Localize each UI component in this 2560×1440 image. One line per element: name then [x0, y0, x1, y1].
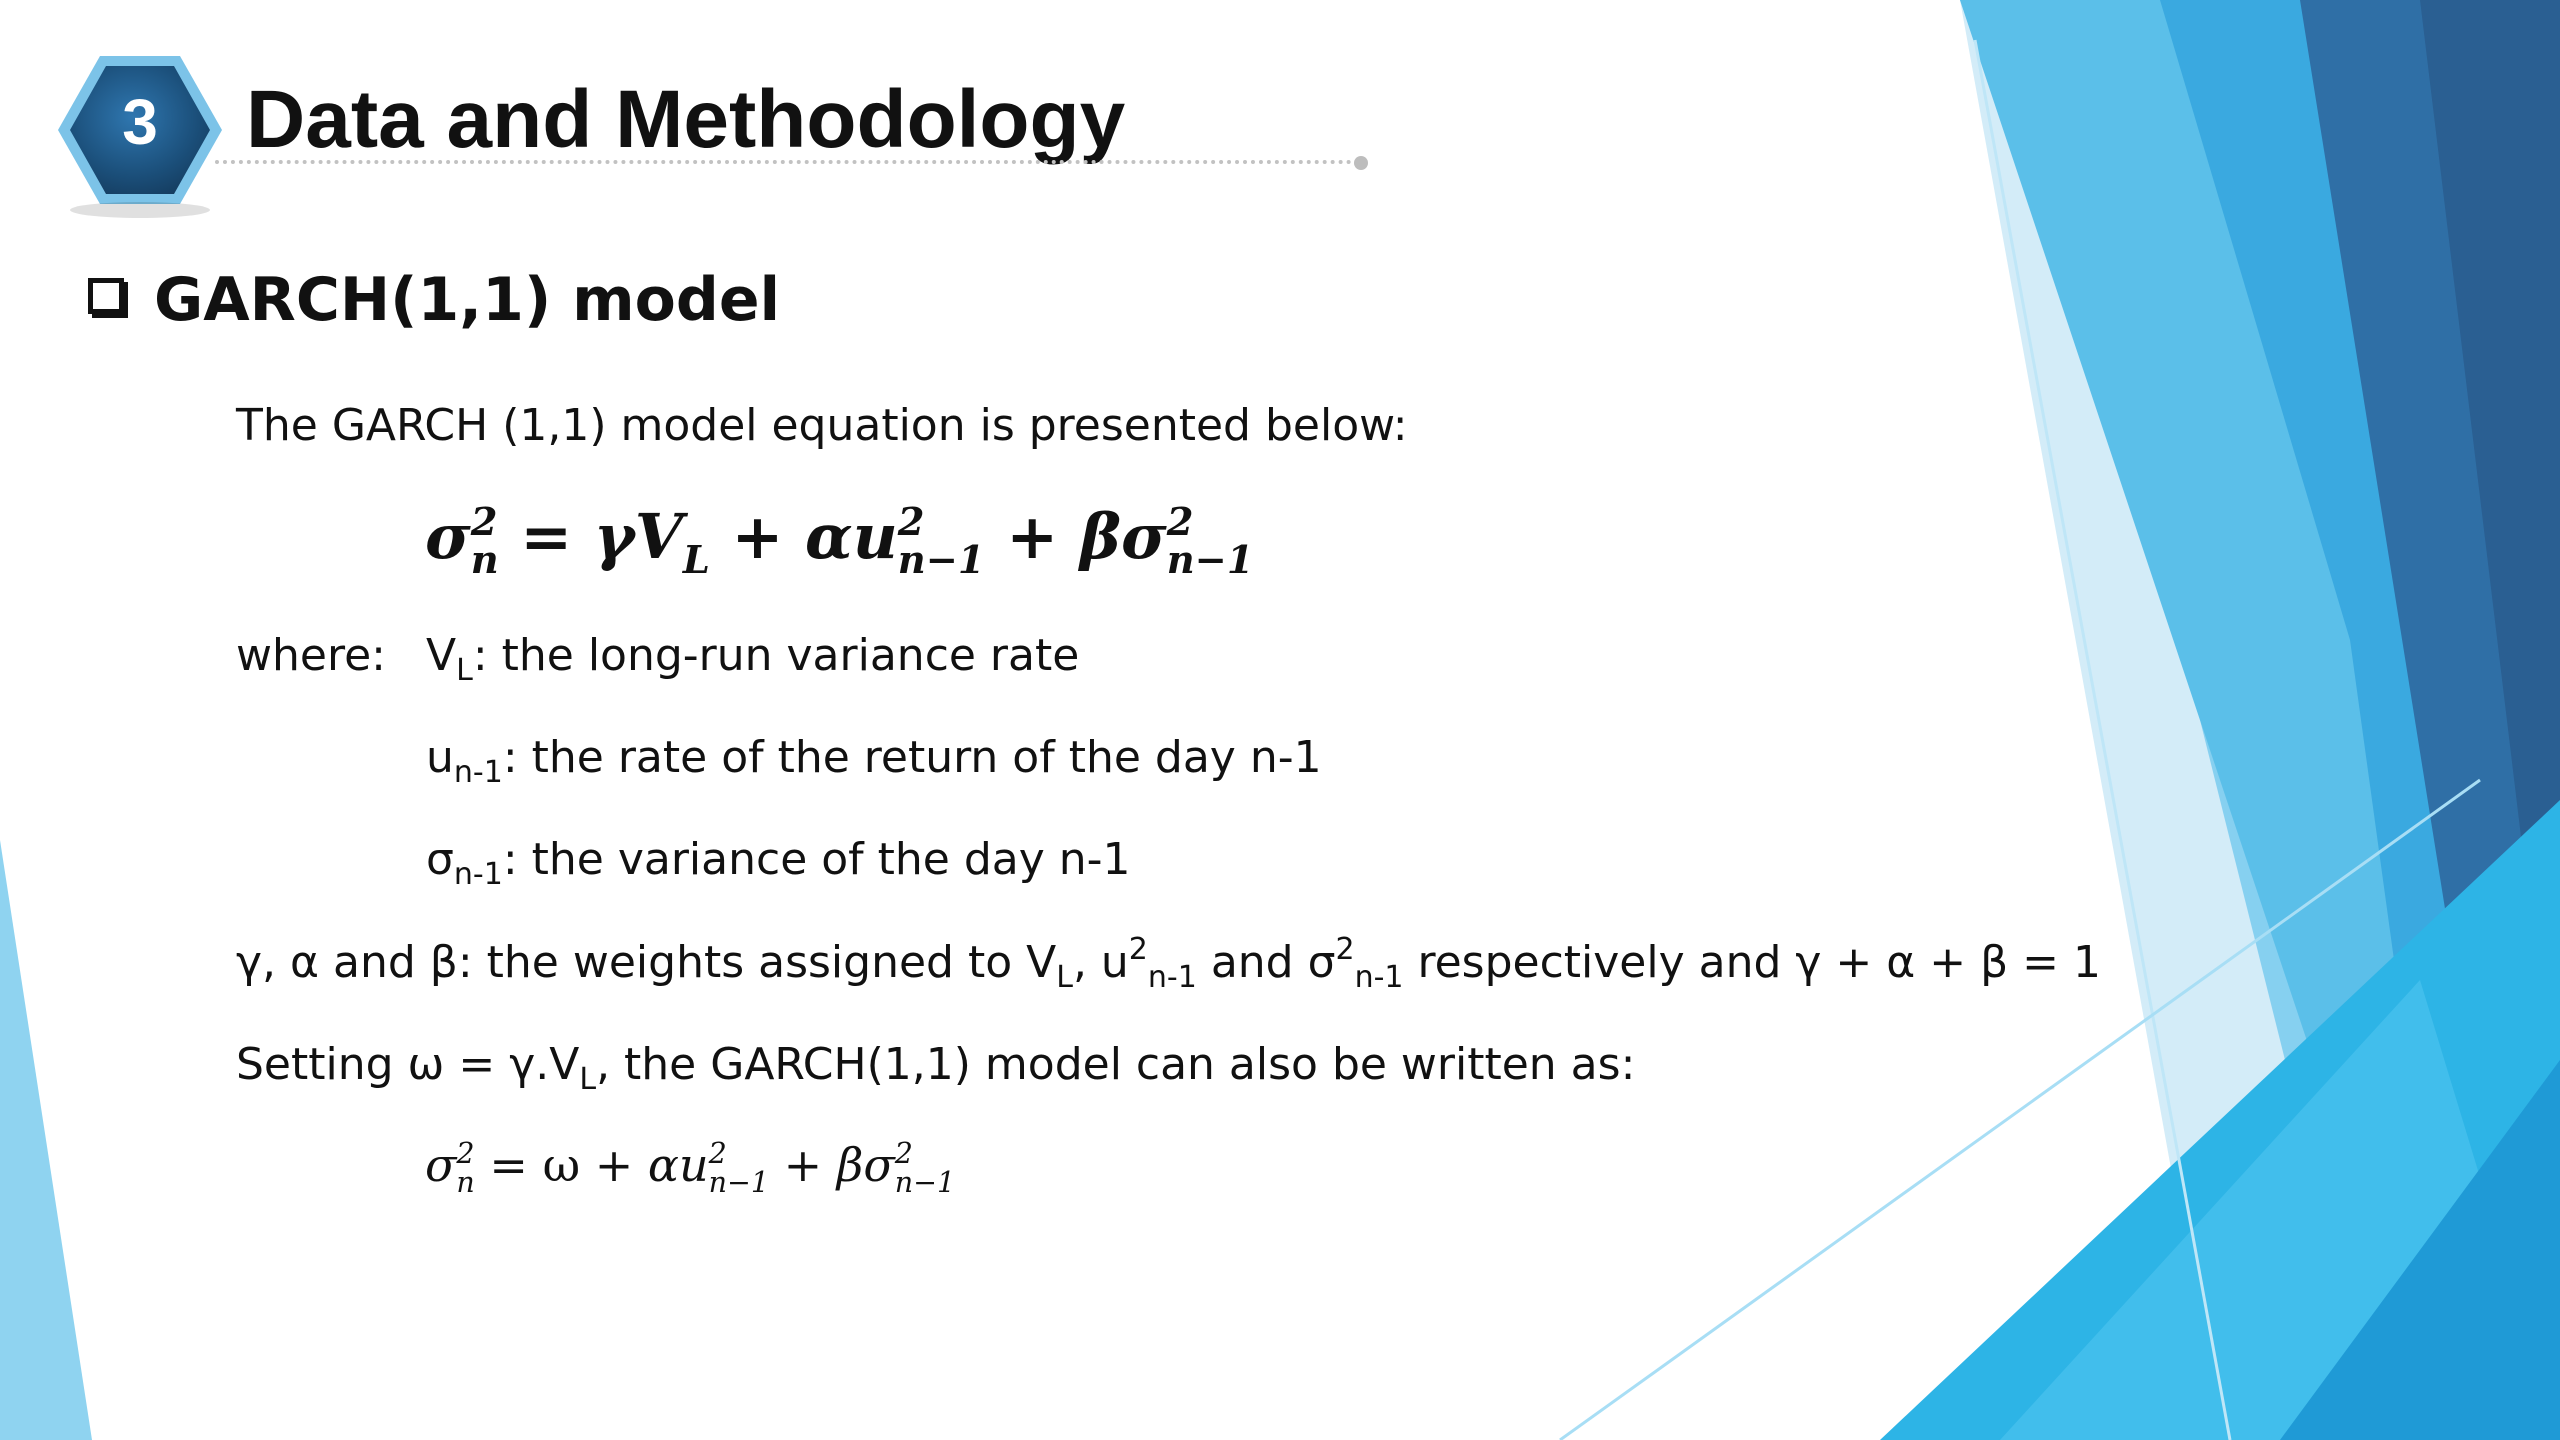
intro-text: The GARCH (1,1) model equation is presented below: — [236, 400, 1408, 451]
eq2-term3: βσ — [836, 1138, 895, 1192]
weights-sub-b: n-1 — [1354, 960, 1404, 995]
def-sigma-text: : the variance of the day n-1 — [502, 834, 1131, 885]
def-u-text: : the rate of the return of the day n-1 — [502, 732, 1322, 783]
weights-p1: γ, α and β: the weights assigned to V — [236, 937, 1057, 988]
eq2-lhs: σ — [425, 1138, 457, 1192]
def-vl-var: V — [426, 630, 457, 681]
eq1-term3-sup: 2 — [1166, 499, 1194, 545]
eq1-term2: αu — [805, 500, 898, 573]
def-sigma-var: σ — [426, 834, 454, 885]
eq1-plus2: + — [1006, 500, 1059, 573]
setting-text — [236, 1035, 1635, 1095]
section-number: 3 — [122, 86, 158, 158]
section-heading: GARCH(1,1) model — [154, 265, 781, 335]
def-u-var: u — [426, 732, 454, 783]
eq2-lhs-sub: n — [456, 1166, 475, 1199]
eq2-term2-sub: n−1 — [708, 1166, 769, 1199]
weights-sub-l: L — [1056, 960, 1073, 995]
checkbox-bullet-icon — [88, 278, 124, 314]
eq1-term2-sup: 2 — [897, 499, 925, 545]
def-u — [426, 728, 1322, 788]
eq2-term2: αu — [647, 1138, 709, 1192]
eq1-plus1: + — [731, 500, 784, 573]
garch-equation-bold — [425, 499, 1254, 583]
setting-sub-l: L — [579, 1062, 597, 1097]
title-underline-dot — [1354, 156, 1368, 170]
eq2-lhs-sup: 2 — [456, 1137, 475, 1171]
eq1-lhs-sub: n — [470, 538, 499, 583]
where-label: where: — [236, 630, 386, 681]
weights-p2: , u — [1072, 937, 1129, 988]
eq1-term1-sub: L — [682, 538, 710, 583]
eq2-plus2: + — [783, 1138, 823, 1192]
def-sigma-sub: n-1 — [453, 857, 503, 892]
setting-p1: Setting ω = γ.V — [236, 1039, 580, 1090]
eq1-term3-sub: n−1 — [1166, 538, 1254, 583]
eq2-plus1: + — [594, 1138, 634, 1192]
weights-sub-a: n-1 — [1147, 960, 1197, 995]
weights-p3: and σ — [1196, 937, 1336, 988]
weights-text — [236, 933, 2101, 993]
left-edge-shape — [0, 840, 92, 1440]
eq1-lhs: σ — [425, 500, 471, 573]
eq1-term1: γV — [593, 500, 683, 573]
eq1-term2-sub: n−1 — [897, 538, 985, 583]
eq1-equals: = — [520, 500, 573, 573]
def-sigma — [426, 830, 1131, 890]
def-u-sub: n-1 — [453, 755, 503, 790]
eq2-term3-sub: n−1 — [894, 1166, 956, 1199]
eq1-term3: βσ — [1079, 500, 1167, 573]
def-vl-sub: L — [456, 653, 473, 688]
weights-sup-a: 2 — [1128, 932, 1148, 967]
eq2-term3-sup: 2 — [894, 1137, 913, 1171]
def-vl — [426, 626, 1079, 686]
setting-p2: , the GARCH(1,1) model can also be written as: — [596, 1039, 1636, 1090]
def-vl-text: : the long-run variance rate — [472, 630, 1080, 681]
slide-title: Data and Methodology — [246, 74, 1126, 165]
title-underline — [215, 160, 1360, 164]
weights-sup-b: 2 — [1335, 932, 1355, 967]
garch-equation-omega — [425, 1138, 955, 1198]
eq2-equals: = — [489, 1138, 528, 1192]
weights-p4: respectively and γ + α + β = 1 — [1403, 937, 2102, 988]
eq2-term2-sup: 2 — [708, 1137, 727, 1171]
eq2-omega: ω — [542, 1138, 581, 1192]
eq1-lhs-sup: 2 — [470, 499, 498, 545]
